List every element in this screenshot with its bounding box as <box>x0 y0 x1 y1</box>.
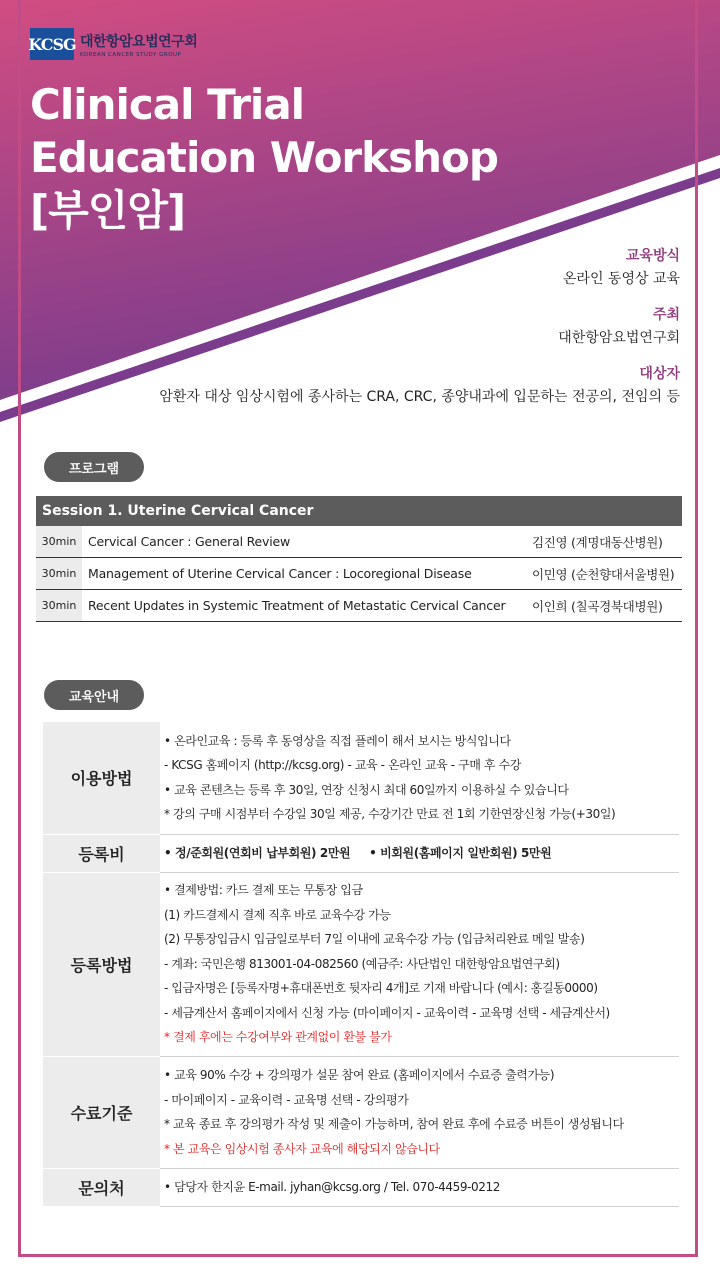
logo-name-ko: 대한항암요법연구회 <box>80 33 198 50</box>
contact-content <box>160 1168 679 1206</box>
host-value: 대한항암요법연구회 <box>558 330 680 346</box>
row-duration: 30min <box>36 526 82 557</box>
row-speaker: 이민영 (순천향대서울병원) <box>532 566 675 582</box>
page-title <box>30 78 498 237</box>
register-line: • 결제방법: 카드 결제 또는 무통장 입금 <box>164 883 363 898</box>
logo-mark: KCSG <box>30 28 74 60</box>
program-row <box>36 526 682 558</box>
fee-content <box>160 834 679 872</box>
method-value: 온라인 동영상 교육 <box>562 271 680 287</box>
row-topic: Recent Updates in Systemic Treatment of Metastatic Cervical Cancer <box>88 598 506 613</box>
usage-line: • 교육 콘텐츠는 등록 후 30일, 연장 신청시 최대 60일까지 이용하실 수 있습니다 <box>164 782 569 797</box>
program-pill: 프로그램 <box>44 452 144 482</box>
row-duration: 30min <box>36 590 82 621</box>
complete-line: - 마이페이지 - 교육이력 - 교육명 선택 - 강의평가 <box>164 1092 409 1107</box>
contact-header: 문의처 <box>43 1168 160 1206</box>
usage-line: - KCSG 홈페이지 (http://kcsg.org) - 교육 - 온라인 교육 - 구매 후 수강 <box>164 758 521 773</box>
row-speaker: 이인희 (칠곡경북대병원) <box>532 598 663 614</box>
register-line: - 세금계산서 홈페이지에서 신청 가능 (마이페이지 - 교육이력 - 교육명 선택 - 세금계산서) <box>164 1005 610 1020</box>
row-speaker: 김진영 (계명대동산병원) <box>532 534 663 550</box>
register-content <box>160 872 679 1056</box>
title-line-1: Clinical Trial <box>30 80 305 129</box>
complete-note: * 본 교육은 임상시험 종사자 교육에 해당되지 않습니다 <box>164 1141 440 1156</box>
program-table <box>36 496 682 622</box>
host-label: 주최 <box>652 307 680 323</box>
complete-line: * 교육 종료 후 강의평가 작성 및 제출이 가능하며, 참여 완료 후에 수료증 버튼이 생성됩니다 <box>164 1117 624 1131</box>
title-line-2: Education Workshop <box>30 133 498 182</box>
audience-label: 대상자 <box>639 366 680 382</box>
register-line: (2) 무통장입금시 입금일로부터 7일 이내에 교육수강 가능 (입금처리완료 메일 발송) <box>164 932 585 947</box>
register-line: - 계좌: 국민은행 813001-04-082560 (예금주: 사단법인 대한항암요법연구회) <box>164 956 560 971</box>
program-row <box>36 558 682 590</box>
edu-info-table <box>43 722 679 1207</box>
title-line-3: [부인암] <box>30 186 186 235</box>
audience-value: 암환자 대상 임상시험에 종사하는 CRA, CRC, 종양내과에 입문하는 전공의, 전임의 등 <box>159 389 680 405</box>
fee-header: 등록비 <box>43 834 160 872</box>
edu-info-pill: 교육안내 <box>44 680 144 710</box>
event-info <box>80 245 680 406</box>
contact-line: • 담당자 한지윤 E-mail. jyhan@kcsg.org / Tel. 070-4459-0212 <box>164 1179 500 1194</box>
usage-line: • 온라인교육 : 등록 후 동영상을 직접 플레이 해서 보시는 방식입니다 <box>164 733 511 748</box>
usage-header: 이용방법 <box>43 722 160 834</box>
program-row <box>36 590 682 622</box>
complete-content <box>160 1056 679 1168</box>
register-header: 등록방법 <box>43 872 160 1056</box>
complete-line: • 교육 90% 수강 + 강의평가 설문 참여 완료 (홈페이지에서 수료증 출력가능) <box>164 1068 555 1082</box>
complete-header: 수료기준 <box>43 1056 160 1168</box>
logo-name-en: KOREAN CANCER STUDY GROUP <box>80 51 182 58</box>
fee-member: • 정/준회원(연회비 납부회원) 2만원 <box>164 845 351 860</box>
row-duration: 30min <box>36 558 82 589</box>
register-line: - 입금자명은 [등록자명+휴대폰번호 뒷자리 4개]로 기재 바랍니다 (예시: 홍길동0000) <box>164 981 598 996</box>
row-topic: Management of Uterine Cervical Cancer : Locoregional Disease <box>88 566 472 581</box>
method-label: 교육방식 <box>625 248 680 264</box>
fee-nonmember: • 비회원(홈페이지 일반회원) 5만원 <box>369 845 552 860</box>
usage-content <box>160 722 679 834</box>
refund-note: * 결제 후에는 수강여부와 관계없이 환불 불가 <box>164 1030 392 1045</box>
row-topic: Cervical Cancer : General Review <box>88 534 291 549</box>
register-line: (1) 카드결제시 결제 직후 바로 교육수강 가능 <box>164 907 391 922</box>
usage-line: * 강의 구매 시점부터 수강일 30일 제공, 수강기간 만료 전 1회 기한연장신청 가능(+30일) <box>164 807 616 822</box>
session-header: Session 1. Uterine Cervical Cancer <box>36 496 682 526</box>
kcsg-logo <box>30 28 197 60</box>
